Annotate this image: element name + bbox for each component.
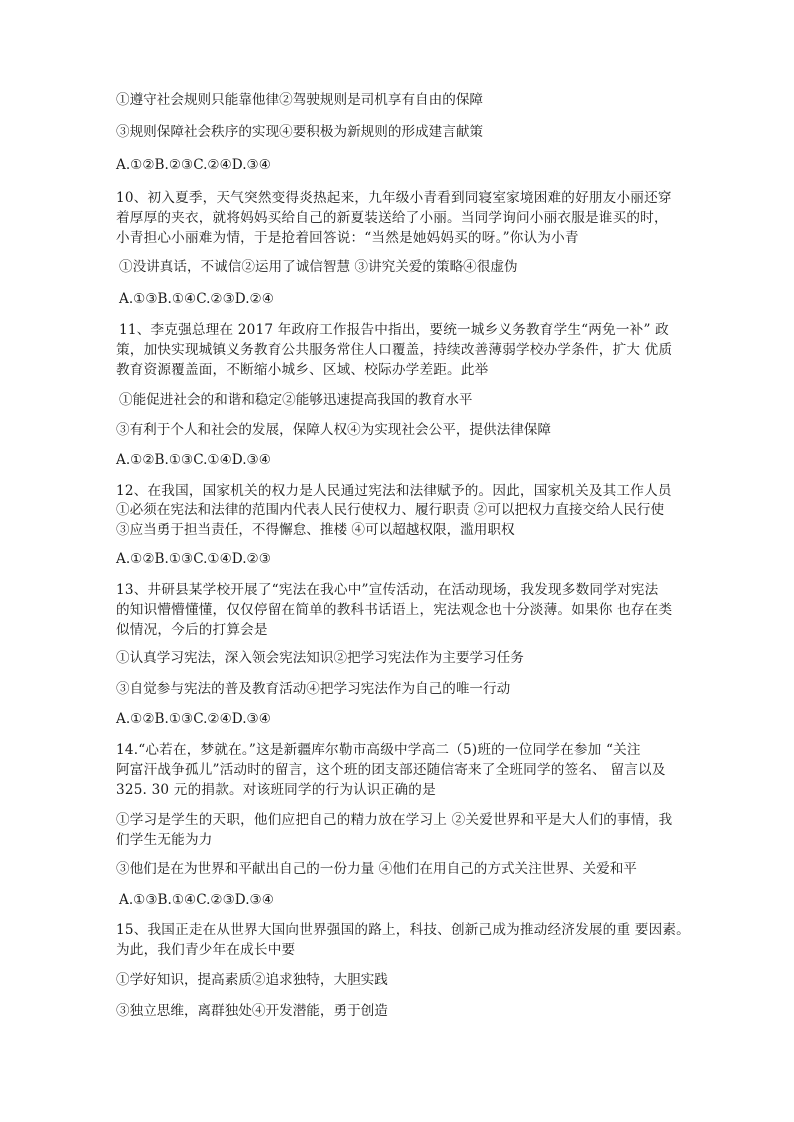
q14-options: A.①③B.①④C.②③D.③④ [119, 892, 274, 908]
q11-stem-line-3: 教育资源覆盖面，不断缩小城乡、区域、校际办学差距。此举 [116, 362, 489, 378]
q10-stem-line-1: 10、初入夏季，天气突然变得炎热起来，九年级小青看到同寝室家境困难的好朋友小丽还穿 [116, 190, 672, 206]
q15-stem-line-1: 15、我国正走在从世界大国向世界强国的路上，科技、创新己成为推动经济发展的重 要因素。 [116, 922, 690, 938]
q10-stem-line-2: 着厚厚的夹衣，就将妈妈买给自己的新夏装送给了小丽。当同学询问小丽衣服是谁买的时， [116, 210, 668, 226]
q10-stem-line-3: 小青担心小丽难为情，于是抢着回答说：“当然是她妈妈买的呀。”你认为小青 [116, 230, 579, 246]
q15-statement-3-4: ③独立思维，离群独处④开发潜能，勇于创造 [116, 1003, 388, 1019]
q9-options: A.①②B.②③C.②④D.③④ [116, 157, 271, 173]
q9-statement-1-2: ①遵守社会规则只能靠他律②驾驶规则是司机享有自由的保障 [116, 92, 484, 108]
q12-statement-3-4: ③应当勇于担当责任，不得懈怠、推楼 ④可以超越权限，滥用职权 [116, 522, 515, 538]
q12-options: A.①②B.①③C.①④D.②③ [116, 551, 271, 567]
q14-stem-line-2: 阿富汗战争孤儿”活动时的留言，这个班的团支部还随信寄来了全班同学的签名、 留言以及 [116, 762, 666, 778]
q13-options: A.①②B.①③C.②④D.③④ [116, 711, 271, 727]
q13-stem-line-2: 的知识懵懵懂懂，仅仅停留在简单的教科书话语上，宪法观念也十分淡薄。如果你 也存在类 [116, 602, 673, 618]
q11-options: A.①②B.①③C.①④D.③④ [116, 452, 271, 468]
q10-statements: ①没讲真话，不诚信②运用了诚信智慧 ③讲究关爱的策略④很虚伪 [119, 259, 518, 275]
q15-stem-line-2: 为此，我们青少年在成长中要 [116, 942, 296, 958]
q13-stem-line-1: 13、井研县某学校开展了“宪法在我心中”宣传活动，在活动现场，我发现多数同学对宪法 [116, 582, 659, 598]
q15-statement-1-2: ①学好知识，提高素质②追求独特，大胆实践 [116, 972, 388, 988]
q14-statement-1-2-line-2: 们学生无能为力 [116, 832, 213, 848]
q13-statement-3-4: ③自觉参与宪法的普及教育活动④把学习宪法作为自己的唯一行动 [116, 681, 511, 697]
q14-statement-3-4: ③他们是在为世界和平献出自己的一份力量 ④他们在用自己的方式关注世界、关爱和平 [116, 861, 637, 877]
q9-statement-3-4: ③规则保障社会秩序的实现④要积极为新规则的形成建言献策 [116, 124, 484, 140]
q13-statement-1-2: ①认真学习宪法，深入领会宪法知识②把学习宪法作为主要学习任务 [116, 650, 524, 666]
q11-statement-1-2: ①能促进社会的和谐和稳定②能够迅速提高我国的教育水平 [119, 392, 473, 408]
q14-statement-1-2-line-1: ①学习是学生的天职，他们应把自己的精力放在学习上 ②关爱世界和平是大人们的事情，我 [116, 812, 673, 828]
q14-stem-line-3: 325. 30 元的捐款。对该班同学的行为认识正确的是 [116, 782, 436, 798]
q11-stem-line-1: 11、李克强总理在 2017 年政府工作报告中指出，要统一城乡义务教育学生“两免一补” 政 [119, 322, 669, 338]
q11-stem-line-2: 策，加快实现城镇义务教育公共服务常住人口覆盖，持续改善薄弱学校办学条件，扩大 优质 [116, 342, 673, 358]
q12-stem: 12、在我国，国家机关的权力是人民通过宪法和法律赋予的。因此，国家机关及其工作人员 [116, 483, 672, 499]
q12-statement-1-2: ①必须在宪法和法律的范围内代表人民行使权力、履行职责 ②可以把权力直接交给人民行使 [116, 502, 665, 518]
q10-options: A.①③B.①④C.②③D.②④ [119, 291, 274, 307]
q11-statement-3-4: ③有利于个人和社会的发展，保障人权④为实现社会公平，提供法律保障 [116, 422, 551, 438]
q14-stem-line-1: 14.“心若在，梦就在。”这是新疆库尔勒市高级中学高二（5)班的一位同学在参加 “关注 [116, 742, 641, 758]
q13-stem-line-3: 似情况，今后的打算会是 [116, 622, 268, 638]
